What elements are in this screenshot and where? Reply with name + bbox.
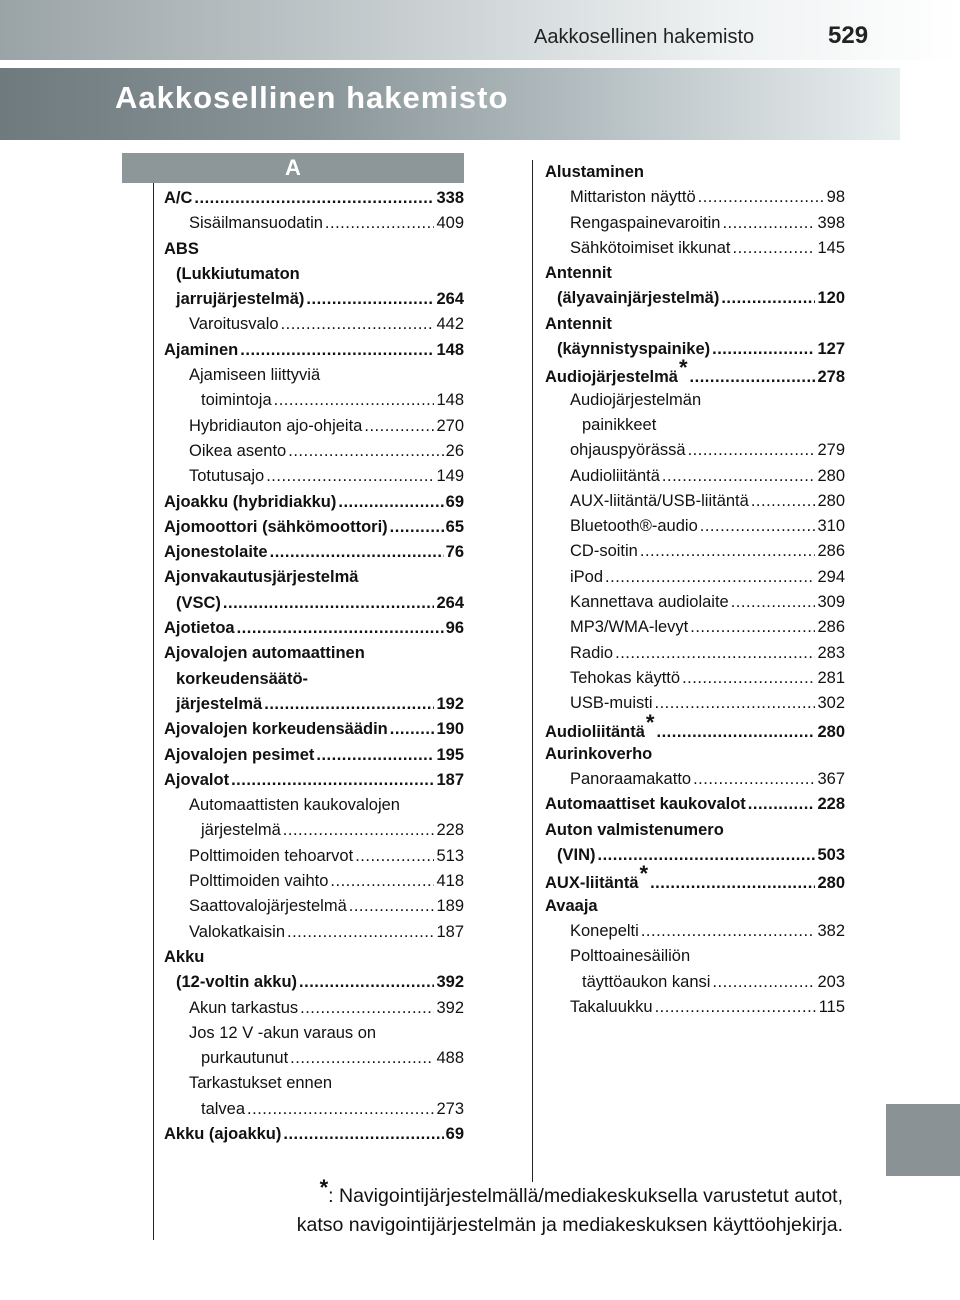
index-entry-page: 442 <box>436 315 464 334</box>
dot-leader <box>721 286 815 311</box>
index-entry-page: 264 <box>436 593 464 612</box>
index-entry <box>545 818 845 843</box>
dot-leader <box>270 540 444 565</box>
index-entry-page: 264 <box>436 290 464 309</box>
index-entry-page: 280 <box>817 722 845 741</box>
index-entry <box>545 211 845 236</box>
index-entry-page: 26 <box>445 441 464 460</box>
index-entry-label: (älyavainjärjestelmä) <box>557 289 720 308</box>
index-entry-page: 286 <box>817 542 845 561</box>
index-entry-label: Radio <box>570 643 614 662</box>
index-entry <box>545 666 845 691</box>
index-entry <box>545 438 845 463</box>
index-entry-label: Ajonestolaite <box>164 543 268 562</box>
index-entry <box>545 388 845 413</box>
index-entry <box>545 355 845 387</box>
index-entry-label: Automaattisten kaukovalojen <box>189 796 400 815</box>
index-entry <box>545 261 845 286</box>
footnote-line-2: katso navigointijärjestelmän ja mediakeskuksen käyttöohjekirja. <box>296 1214 843 1236</box>
footnote-star: * <box>678 355 688 381</box>
footnote-star: * <box>639 861 649 887</box>
index-entry-page: 69 <box>445 492 464 511</box>
index-entry <box>545 565 845 590</box>
index-entry-label: Konepelti <box>570 921 639 940</box>
index-entry <box>545 709 845 742</box>
dot-leader <box>283 1122 443 1147</box>
index-entry-label: A/C <box>164 189 193 207</box>
index-entry-page: 187 <box>436 922 464 941</box>
dot-leader <box>712 337 815 362</box>
index-entry-label: Polttimoiden tehoarvot <box>189 846 354 865</box>
dot-leader <box>655 691 816 716</box>
index-entry-page: 418 <box>436 872 464 891</box>
index-entry-page: 96 <box>445 619 464 638</box>
index-entry <box>545 742 845 767</box>
index-entry-page: 190 <box>436 720 464 739</box>
index-entry-label: jarrujärjestelmä) <box>176 290 305 309</box>
index-entry-label: (VIN) <box>557 846 596 865</box>
index-entry-label: Varoitusvalo <box>189 315 279 334</box>
dot-leader <box>390 515 444 540</box>
dot-leader <box>698 185 825 210</box>
index-entry-page: 149 <box>436 467 464 486</box>
index-entry <box>545 843 845 868</box>
index-entry <box>545 861 845 893</box>
index-entry <box>164 388 464 413</box>
index-entry-label: Alustaminen <box>545 163 645 181</box>
column-rule-middle <box>532 160 533 1182</box>
dot-leader <box>306 287 434 312</box>
index-entry <box>164 262 464 287</box>
index-entry <box>545 413 845 438</box>
index-entry-label: Bluetooth®-audio <box>570 517 698 536</box>
index-entry-label: iPod <box>570 567 604 586</box>
index-entry <box>164 894 464 919</box>
index-entry <box>164 591 464 616</box>
index-entry-label: Ajonvakautusjärjestelmä <box>164 568 359 587</box>
index-entry <box>164 818 464 843</box>
index-entry <box>164 667 464 692</box>
index-entry <box>545 185 845 210</box>
index-entry-label: toimintoja <box>201 391 272 410</box>
dot-leader <box>690 615 815 640</box>
index-entry-page: 278 <box>817 368 845 387</box>
index-entry-page: 148 <box>436 340 464 359</box>
index-entry-page: 195 <box>436 745 464 764</box>
index-entry-label: Auton valmistenumero <box>545 820 724 839</box>
index-column-left <box>164 186 464 1147</box>
top-band <box>0 0 960 60</box>
index-entry <box>164 464 464 489</box>
index-entry <box>545 691 845 716</box>
index-entry-label: USB-muisti <box>570 694 653 713</box>
index-entry-label: Antennit <box>545 314 612 333</box>
index-entry-label: Jos 12 V -akun varaus on <box>189 1023 377 1042</box>
index-entry-label: Panoraamakatto <box>570 770 692 789</box>
dot-leader <box>299 970 434 995</box>
dot-leader <box>712 970 815 995</box>
dot-leader <box>266 464 434 489</box>
index-entry-page: 273 <box>436 1099 464 1118</box>
index-entry-label: ABS <box>164 239 199 258</box>
footnote-star: * <box>645 709 655 735</box>
index-entry-label: Tarkastukset ennen <box>189 1074 333 1093</box>
index-entry-page: 98 <box>826 188 845 207</box>
index-entry-label: Akku <box>164 947 205 966</box>
index-entry-page: 270 <box>436 416 464 435</box>
dot-leader <box>300 996 434 1021</box>
index-entry-label: painikkeet <box>582 415 657 434</box>
dot-leader <box>733 236 816 261</box>
index-entry-label: korkeudensäätö- <box>176 669 309 688</box>
dot-leader <box>662 464 816 489</box>
index-entry-page: 203 <box>817 972 845 991</box>
dot-leader <box>283 818 435 843</box>
index-entry-label: Kannettava audiolaite <box>570 593 729 612</box>
index-entry-page: 120 <box>817 289 845 308</box>
index-entry <box>164 439 464 464</box>
index-entry-label: (VSC) <box>176 593 221 612</box>
index-entry <box>164 945 464 970</box>
index-entry <box>164 996 464 1021</box>
index-entry <box>164 1046 464 1071</box>
dot-leader <box>349 894 435 919</box>
index-entry-page: 409 <box>436 214 464 233</box>
dot-leader <box>330 869 434 894</box>
index-entry-label: Ajomoottori (sähkömoottori) <box>164 517 388 536</box>
index-entry-page: 338 <box>436 189 464 207</box>
index-entry <box>164 211 464 236</box>
index-entry-label: Ajamiseen liittyviä <box>189 366 321 385</box>
index-entry-label: (Lukkiutumaton <box>176 264 300 283</box>
index-entry <box>164 1071 464 1096</box>
index-entry-label: CD-soitin <box>570 542 638 561</box>
index-entry-page: 503 <box>817 846 845 865</box>
index-entry-label: Ajaminen <box>164 340 239 359</box>
index-entry <box>545 160 845 185</box>
dot-leader <box>598 843 816 868</box>
index-entry-page: 148 <box>436 391 464 410</box>
index-entry-page: 228 <box>817 795 845 814</box>
dot-leader <box>325 211 435 236</box>
index-entry-page: 286 <box>817 618 845 637</box>
index-entry-page: 192 <box>436 694 464 713</box>
index-entry-page: 115 <box>818 997 845 1016</box>
index-entry-label: Rengaspainevaroitin <box>570 213 721 232</box>
dot-leader <box>615 641 815 666</box>
index-entry-label: (käynnistyspainike) <box>557 340 711 359</box>
index-entry <box>545 792 845 817</box>
dot-leader <box>355 844 434 869</box>
index-entry <box>164 312 464 337</box>
index-entry-label: Oikea asento <box>189 441 287 460</box>
index-entry-label: purkautunut <box>201 1049 289 1068</box>
index-entry-label: Audiojärjestelmä <box>545 368 678 387</box>
index-entry <box>164 692 464 717</box>
index-entry-label: ohjauspyörässä <box>570 441 686 460</box>
dot-leader <box>281 312 435 337</box>
index-entry <box>164 540 464 565</box>
index-entry <box>545 590 845 615</box>
dot-leader <box>364 414 434 439</box>
index-entry-label: Avaaja <box>545 896 598 915</box>
index-entry-page: 294 <box>817 567 845 586</box>
dot-leader <box>264 692 434 717</box>
index-entry <box>164 793 464 818</box>
index-entry-label: Aurinkoverho <box>545 744 653 763</box>
index-entry-page: 310 <box>817 517 845 536</box>
index-entry-label: järjestelmä <box>201 821 281 840</box>
index-entry <box>545 615 845 640</box>
index-entry-label: Ajoakku (hybridiakku) <box>164 492 337 511</box>
index-entry-label: Antennit <box>545 264 612 283</box>
index-entry-page: 281 <box>817 668 845 687</box>
index-entry <box>164 641 464 666</box>
dot-leader <box>290 1046 434 1071</box>
index-entry <box>545 944 845 969</box>
index-entry <box>545 337 845 362</box>
index-entry-page: 76 <box>445 543 464 562</box>
index-entry-label: Valokatkaisin <box>189 922 285 941</box>
dot-leader <box>390 717 435 742</box>
dot-leader <box>247 1097 434 1122</box>
index-entry <box>545 514 845 539</box>
index-entry-page: 283 <box>817 643 845 662</box>
index-entry-page: 127 <box>817 340 845 359</box>
index-entry-label: Audioliitäntä <box>545 722 645 741</box>
index-entry-label: Ajovalojen automaattinen <box>164 644 365 663</box>
dot-leader <box>656 720 815 745</box>
index-entry <box>164 565 464 590</box>
running-title: Aakkosellinen hakemisto <box>534 26 755 48</box>
index-entry-page: 309 <box>817 593 845 612</box>
index-entry-page: 279 <box>817 441 845 460</box>
index-entry <box>164 616 464 641</box>
index-entry-label: Audioliitäntä <box>570 466 660 485</box>
index-entry-page: 398 <box>817 213 845 232</box>
index-entry-page: 280 <box>817 466 845 485</box>
footnote-marker: * <box>319 1175 329 1200</box>
dot-leader <box>338 490 443 515</box>
index-entry <box>545 995 845 1020</box>
index-entry <box>164 920 464 945</box>
index-entry <box>545 312 845 337</box>
index-entry-page: 367 <box>817 770 845 789</box>
dot-leader <box>731 590 816 615</box>
index-entry <box>545 919 845 944</box>
index-entry-label: Akun tarkastus <box>189 998 299 1017</box>
index-entry-label: AUX-liitäntä <box>545 874 639 893</box>
index-entry <box>164 363 464 388</box>
dot-leader <box>641 919 816 944</box>
index-entry-label: täyttöaukon kansi <box>582 972 711 991</box>
index-entry <box>164 1122 464 1147</box>
index-entry-label: Ajovalojen korkeudensäädin <box>164 720 388 739</box>
index-entry <box>164 237 464 262</box>
index-entry-label: Ajovalot <box>164 770 230 789</box>
dot-leader <box>316 743 434 768</box>
index-entry-page: 392 <box>436 973 464 992</box>
index-entry-label: MP3/WMA-levyt <box>570 618 689 637</box>
index-entry <box>164 490 464 515</box>
index-entry-label: Sähkötoimiset ikkunat <box>570 238 731 257</box>
dot-leader <box>722 211 815 236</box>
index-entry-page: 382 <box>817 921 845 940</box>
index-entry <box>545 464 845 489</box>
index-entry-page: 189 <box>436 897 464 916</box>
index-entry-label: Saattovalojärjestelmä <box>189 897 347 916</box>
index-entry <box>164 743 464 768</box>
dot-leader <box>240 338 434 363</box>
index-entry-page: 280 <box>817 491 845 510</box>
index-entry <box>164 768 464 793</box>
dot-leader <box>194 186 434 211</box>
index-entry-label: Polttimoiden vaihto <box>189 872 329 891</box>
index-entry <box>164 338 464 363</box>
index-entry-label: Tehokas käyttö <box>570 668 681 687</box>
index-entry <box>545 286 845 311</box>
index-entry <box>545 767 845 792</box>
index-entry-label: Hybridiauton ajo-ohjeita <box>189 416 363 435</box>
index-entry-page: 228 <box>436 821 464 840</box>
index-entry-label: talvea <box>201 1099 246 1118</box>
page-number: 529 <box>828 22 869 49</box>
index-entry-page: 488 <box>436 1049 464 1068</box>
index-entry-label: Ajotietoa <box>164 619 235 638</box>
section-letter: A <box>122 153 464 183</box>
index-entry-page: 187 <box>436 770 464 789</box>
index-entry <box>164 970 464 995</box>
footnote-line-1: : Navigointijärjestelmällä/mediakeskuksella varustetut autot, <box>328 1185 843 1207</box>
index-entry <box>164 186 464 211</box>
index-entry <box>164 414 464 439</box>
index-entry <box>164 844 464 869</box>
thumb-tab-marker <box>886 1104 960 1176</box>
index-entry-label: Sisäilmansuodatin <box>189 214 323 233</box>
index-entry <box>545 489 845 514</box>
index-column-right <box>545 160 845 1020</box>
index-entry-page: 65 <box>445 517 464 536</box>
index-entry-label: Totutusajo <box>189 467 265 486</box>
dot-leader <box>287 920 434 945</box>
index-entry-label: AUX-liitäntä/USB-liitäntä <box>570 491 749 510</box>
footnote <box>123 1175 843 1240</box>
index-entry-label: (12-voltin akku) <box>176 973 298 992</box>
column-rule-left <box>153 183 154 1240</box>
index-entry <box>545 970 845 995</box>
dot-leader <box>751 489 816 514</box>
index-entry <box>164 287 464 312</box>
dot-leader <box>640 539 816 564</box>
dot-leader <box>690 365 816 390</box>
dot-leader <box>650 871 815 896</box>
index-entry <box>164 1097 464 1122</box>
dot-leader <box>682 666 815 691</box>
dot-leader <box>237 616 444 641</box>
dot-leader <box>288 439 443 464</box>
dot-leader <box>688 438 816 463</box>
dot-leader <box>700 514 816 539</box>
index-entry-label: Polttoainesäiliön <box>570 947 691 966</box>
index-entry <box>164 515 464 540</box>
dot-leader <box>274 388 435 413</box>
index-entry-label: Takaluukku <box>570 997 653 1016</box>
index-entry-label: Automaattiset kaukovalot <box>545 795 746 814</box>
index-entry-label: järjestelmä <box>176 694 263 713</box>
index-entry-label: Mittariston näyttö <box>570 188 696 207</box>
index-entry <box>164 869 464 894</box>
index-entry-label: Audiojärjestelmän <box>570 390 702 409</box>
dot-leader <box>231 768 434 793</box>
index-entry-page: 302 <box>817 694 845 713</box>
index-entry-label: Ajovalojen pesimet <box>164 745 315 764</box>
index-entry-page: 145 <box>817 238 845 257</box>
index-entry-page: 280 <box>817 874 845 893</box>
index-entry-label: Akku (ajoakku) <box>164 1124 282 1143</box>
index-entry-page: 513 <box>436 846 464 865</box>
index-entry <box>164 1021 464 1046</box>
index-entry <box>545 641 845 666</box>
dot-leader <box>223 591 435 616</box>
page-title: Aakkosellinen hakemisto <box>115 80 509 115</box>
index-entry-page: 392 <box>436 998 464 1017</box>
dot-leader <box>655 995 817 1020</box>
dot-leader <box>605 565 815 590</box>
dot-leader <box>693 767 815 792</box>
index-entry <box>164 717 464 742</box>
index-entry-page: 69 <box>445 1124 464 1143</box>
dot-leader <box>748 792 816 817</box>
index-entry <box>545 894 845 919</box>
index-entry <box>545 539 845 564</box>
index-entry <box>545 236 845 261</box>
